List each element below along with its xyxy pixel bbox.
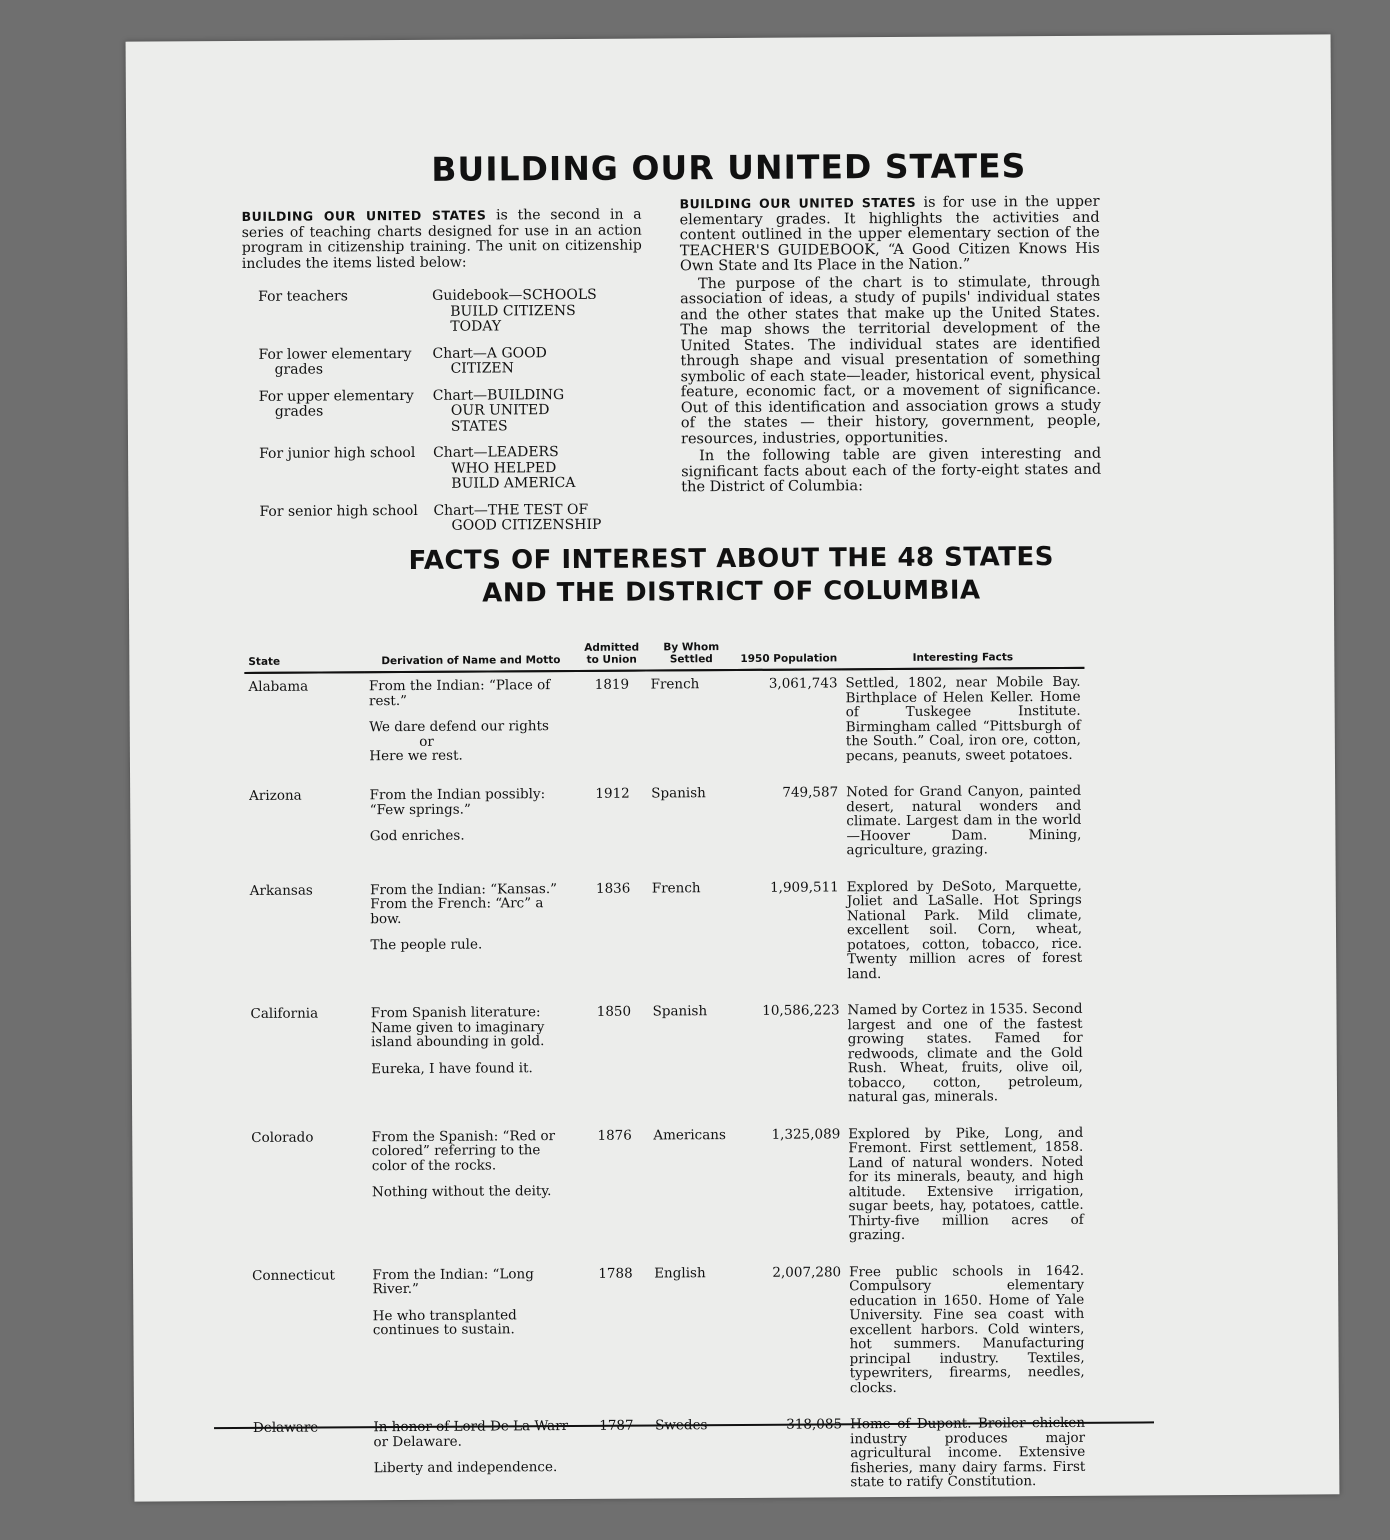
audience-label (243, 388, 433, 436)
materials-list (242, 288, 643, 536)
audience-line: grades (274, 403, 324, 420)
material-label (433, 387, 643, 435)
cell-population: 10,586,223 (762, 1002, 840, 1019)
cell-facts: Explored by DeSoto, Marquette, Joliet and LaSalle. Hot Springs National Park. Mild climate, excellent soil. Corn, wheat, potatoes, cotton, tobacco, rice. Twenty million acres of forest land. (846, 877, 1083, 982)
cell-settled: Americans (653, 1126, 726, 1143)
header-admitted: Admitted to Union (577, 642, 647, 671)
facts-table (244, 639, 1089, 1510)
material-line: TODAY (450, 318, 502, 335)
cell-admitted: 1912 (595, 785, 630, 802)
state-motto (373, 1307, 577, 1337)
right-column (680, 194, 1102, 496)
state-motto (370, 828, 574, 844)
material-label (433, 502, 643, 534)
cell-admitted: 1787 (599, 1417, 634, 1434)
material-label (432, 345, 642, 377)
audience-line: For senior high school (259, 502, 418, 520)
material-line: WHO HELPED (451, 459, 557, 477)
cell-facts: Home of Dupont. Broiler chicken industry produces major agricultural income. Extensive fisheries, many dairy farms. First state to ratify Constitution. (849, 1414, 1086, 1491)
cell-derivation (368, 1260, 581, 1414)
cell-settled: Spanish (651, 785, 706, 802)
derivation-text: In honor of Lord De La Warr or Delaware. (373, 1418, 569, 1450)
cell-state: Arkansas (249, 882, 313, 899)
audience-label (242, 289, 432, 337)
cell-population: 318,085 (786, 1416, 843, 1433)
cell-admitted: 1819 (594, 676, 630, 693)
document-page (126, 34, 1340, 1501)
cell-settled: English (654, 1264, 706, 1281)
motto-line: Nothing without the deity. (371, 1183, 552, 1201)
cell-derivation (366, 875, 579, 1000)
material-line: Chart—BUILDING (432, 386, 565, 404)
material-line: Chart—LEADERS (433, 444, 559, 461)
cell-state: Arizona (249, 787, 302, 804)
cell-admitted: 1876 (597, 1127, 632, 1144)
audience-label (243, 503, 433, 535)
cell-facts: Named by Cortez in 1535. Second largest and one of the fastest growing states. Famed for redwoods, climate and the Gold Rush. Wheat, fruits, olive oil, tobacco, cotton, petroleum, natural gas, minerals. (847, 1000, 1083, 1106)
cell-derivation (365, 671, 578, 782)
cell-population: 749,587 (782, 784, 839, 801)
audience-line: grades (274, 361, 324, 378)
header-population: 1950 Population (736, 640, 841, 670)
table-row (248, 1257, 1089, 1415)
state-motto (371, 1060, 575, 1076)
materials-list-item (242, 288, 642, 337)
cell-admitted: 1836 (595, 880, 631, 897)
table-row (244, 668, 1085, 783)
facts-title (129, 539, 1334, 612)
state-motto (369, 719, 574, 764)
motto-line: Liberty and independence. (373, 1459, 558, 1477)
audience-line: For upper elementary (258, 387, 414, 405)
material-line: BUILD AMERICA (451, 474, 576, 492)
motto-line: The people rule. (370, 936, 483, 954)
material-label (432, 288, 642, 336)
cell-population: 1,325,089 (771, 1125, 841, 1143)
cell-facts: Explored by Pike, Long, and Fremont. First settlement, 1858. Land of natural wonders. Noted for its minerals, beauty, and high altitude. Extensive irrigation, sugar beets, hay, potatoes, cattle. Thirty-five million acres of grazing. (848, 1124, 1084, 1244)
table-row (246, 872, 1087, 1001)
cell-settled: Swedes (655, 1417, 708, 1434)
cell-population: 1,909,511 (769, 878, 839, 896)
cell-state: Colorado (251, 1129, 314, 1146)
cell-settled: Spanish (652, 1003, 708, 1020)
table-intro-paragraph: In the following table are given interesting and significant facts about each of the forty-eight states and the District of Columbia: (681, 445, 1102, 496)
intro-lead: BUILDING OUR UNITED STATES (241, 207, 487, 224)
derivation-text: From the Indian: “Long River.” (372, 1265, 534, 1298)
table-row (245, 778, 1086, 878)
motto-line: He who transplanted continues to sustain. (372, 1306, 517, 1339)
derivation-text: From Spanish literature: Name given to imaginary island abounding in gold. (370, 1004, 545, 1051)
table-row (246, 996, 1087, 1125)
cell-facts: Noted for Grand Canyon, painted desert, natural wonders and climate. Largest dam in the world—Hoover Dam. Mining, agriculture, grazing. (846, 782, 1082, 859)
cell-settled: French (650, 676, 700, 693)
intro-text: is the second in a series of teaching charts designed for use in an action program in citizenship training. The unit on citizenship includes the items listed below: (241, 206, 642, 272)
header-derivation: Derivation of Name and Motto (365, 642, 577, 672)
cell-settled: French (651, 879, 701, 896)
cell-admitted: 1850 (596, 1003, 632, 1020)
cell-state: Delaware (252, 1419, 319, 1436)
page-title: BUILDING OUR UNITED STATES (431, 146, 1027, 189)
audience-label (242, 346, 432, 378)
derivation-text: From the Indian: “Kansas.” From the French: “Arc” a bow. (370, 880, 558, 927)
facts-title-line-2: AND THE DISTRICT OF COLUMBIA (482, 575, 981, 609)
audience-label (243, 446, 433, 494)
intro-paragraph (242, 207, 642, 272)
facts-title-line-1: FACTS OF INTEREST ABOUT THE 48 STATES (408, 542, 1054, 576)
materials-list-item (243, 502, 643, 535)
purpose-paragraph: The purpose of the chart is to stimulate, through association of ideas, a study of pupils' individual states and the other states that make up the United States. The map shows the territorial development of the United States. The individual states are identified through shape and visual presentation of something symbolic of each state—leader, historical event, physical feature, economic fact, or a movement of significance. Out of this identification and association grows a study of the states — their history, government, people, resources, industries, opportunities. (680, 273, 1101, 447)
motto-line: God enriches. (369, 827, 465, 845)
cell-population: 2,007,280 (772, 1263, 842, 1281)
material-line: OUR UNITED (450, 402, 550, 419)
materials-list-item (243, 445, 643, 494)
cell-state: California (250, 1005, 319, 1022)
left-column (242, 207, 644, 547)
header-state: State (244, 643, 365, 673)
motto-line: Eureka, I have found it. (371, 1059, 533, 1077)
cell-state: Connecticut (252, 1266, 335, 1284)
state-motto (372, 1184, 576, 1200)
header-settled: By Whom Settled (646, 641, 736, 671)
material-line: BUILD CITIZENS (450, 302, 576, 320)
table-row (247, 1119, 1088, 1262)
material-line: GOOD CITIZENSHIP (451, 516, 602, 534)
materials-list-item (242, 345, 642, 378)
audience-line: For teachers (258, 288, 348, 305)
cell-admitted: 1788 (598, 1265, 633, 1282)
cell-population: 3,061,743 (768, 675, 838, 692)
material-line: Chart—THE TEST OF (433, 501, 589, 519)
motto-line: We dare defend our rights (369, 718, 549, 736)
material-label (433, 445, 643, 493)
derivation-text: From the Spanish: “Red or colored” referring to the color of the rocks. (371, 1127, 556, 1174)
material-line: Guidebook—SCHOOLS (432, 286, 597, 304)
cell-derivation (368, 1122, 581, 1261)
state-motto (370, 937, 574, 953)
header-facts: Interesting Facts (841, 639, 1084, 669)
audience-line: For lower elementary (258, 345, 412, 363)
materials-list-item (243, 387, 643, 436)
state-motto (374, 1460, 578, 1476)
cell-facts: Free public schools in 1642. Compulsory elementary education in 1650. Home of Yale University. Fine sea coast with excellent harbors. Cold winters, hot summers. Manufacturing principal industry. Textiles, typewriters, firearms, needles, clocks. (849, 1262, 1085, 1396)
derivation-text: From the Indian possibly: “Few springs.” (369, 786, 546, 818)
derivation-text: From the Indian: “Place of rest.” (368, 677, 551, 709)
cell-facts: Settled, 1802, near Mobile Bay. Birthplace of Helen Keller. Home of Tuskegee Institute. Birmingham called “Pittsburgh of the South.” Coal, iron ore, cotton, pecans, peanuts, sweet potatoes. (845, 673, 1081, 764)
audience-line: For junior high school (259, 444, 416, 462)
material-line: CITIZEN (450, 360, 514, 377)
cell-state: Alabama (248, 678, 309, 695)
motto-line: or (419, 733, 434, 750)
table-body (244, 668, 1089, 1510)
cell-derivation (367, 999, 580, 1124)
description-paragraph (680, 194, 1100, 275)
material-line: Chart—A GOOD (432, 344, 547, 362)
cell-derivation (366, 781, 579, 877)
material-line: STATES (450, 417, 508, 435)
description-text: is for use in the upper elementary grades. It highlights the activities and content outlined in the upper elementary section of the TEACHER'S GUIDEBOOK, “A Good Citizen Knows His Own State and Its Place in the Nation.” (679, 193, 1100, 275)
description-lead: BUILDING OUR UNITED STATES (679, 194, 917, 212)
motto-line: Here we rest. (369, 747, 463, 765)
